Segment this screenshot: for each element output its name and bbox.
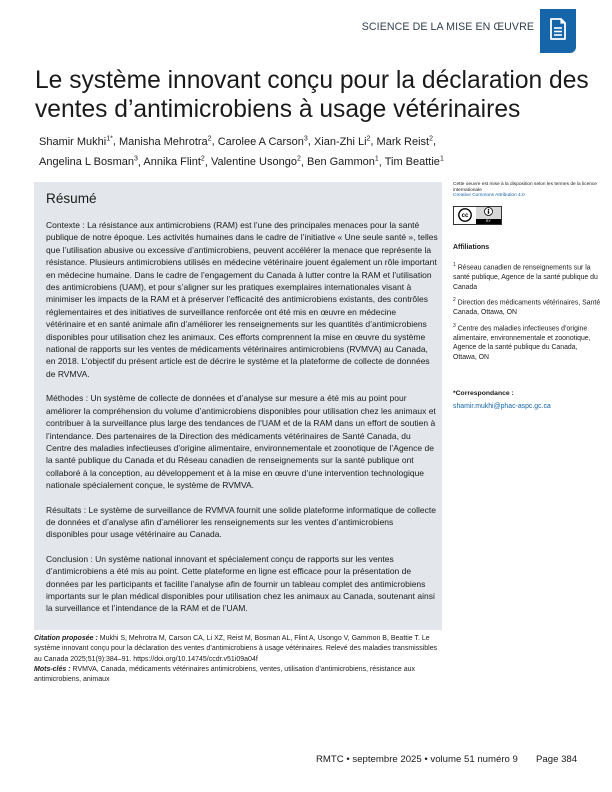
affiliation-number: 2 [453,297,456,304]
section-label: Méthodes : [46,393,89,404]
license-notice [453,182,603,199]
article-title: Le système innovant conçu pour la déclaration des ventes d’antimicrobiens à usage vétérinaires [35,67,589,123]
author [307,156,379,168]
page-number: Page 384 [536,754,578,765]
suggested-citation [34,634,442,685]
document-badge [540,9,576,53]
author [377,136,433,148]
document-icon [549,18,567,45]
author [314,136,370,148]
keywords-label: Mots-clés : [34,665,71,673]
affiliation-item [453,322,603,363]
affiliation-text: Réseau canadien de renseignements sur la santé publique, Agence de la santé publique du Canada [453,264,598,291]
section-label: Résultats : [46,504,87,515]
abstract-box [34,182,442,630]
abstract-section-methods [46,392,438,491]
author-affiliation-mark: 2 [296,155,301,163]
author-name: Mark Reist [376,135,430,148]
license-link[interactable]: Creative Commons Attribution 4.0 [453,193,525,199]
affiliation-item [453,261,603,292]
author-name: Xian-Zhi Li [313,135,367,148]
correspondence-title: *Correspondance : [453,389,514,397]
correspondence-email-link[interactable]: shamir.mukhi@phac-aspc.gc.ca [453,403,551,411]
author-affiliation-mark: 2 [429,135,434,142]
section-text: Un système national innovant et spécialement conçu de rapports sur les ventes d’antimicrobiens a été mis au point. Cette plateforme en ligne est efficace pour la présentation de données par les participants et facilite l’analyse afin de fournir un tableau complet des antimicrobiens importants sur le plan médical disponibles pour utilisation chez les animaux au Canada, soutenant ainsi la surveillance et l’intendance de la RAM et de l’UAM. [46,553,435,614]
by-section [476,207,501,224]
citation-label: Citation proposée : [34,635,98,642]
person-icon [484,207,493,220]
abstract-heading: Résumé [46,191,97,206]
author [143,156,204,168]
cc-by-badge[interactable] [453,206,502,225]
section-text: Un système de collecte de données et d’analyse sur mesure a été mis au point pour améliorer la compréhension du volume d’antimicrobiens disponibles pour utilisation chez les animaux et contribuer à la surveillance plus large des tendances de l’UAM et de la RAM dans un effort de soutien à l’intendance. Des partenaires de la Direction des médicaments vétérinaires de Santé Canada, du Centre des maladies infectieuses d’origine alimentaire, environnementale et zoonotique de l’Agence de la santé publique du Canada et du Réseau canadien de renseignements sur la santé publique ont collaboré à la conception, au développement et à la mise en œuvre d’une intervention technologique nationale spécialement conçue, le système de RVMVA. [46,393,436,491]
citation-text: Mukhi S, Mehrotra M, Carson CA, Li XZ, Reist M, Bosman AL, Flint A, Usongo V, Gammon B, Beattie T. Le système innovant conçu pour la déclaration des ventes d’antimicrobiens à usage vétérinaires. Relevé des maladies transmissibles au Canada 2025;51(9):384–91. https://doi.org/10.14745/ccdr.v51i09a04f [34,635,438,663]
author-name: Valentine Usongo [210,156,297,169]
abstract-section-context [46,219,438,380]
author-name: Annika Flint [143,156,201,169]
author-name: Shamir Mukhi [39,135,107,148]
abstract-section-conclusion [46,553,438,615]
author-name: Manisha Mehrotra [119,135,208,148]
journal-info: RMTC • septembre 2025 • volume 51 numéro 9 [316,754,518,765]
author-affiliation-mark: 2 [366,135,371,142]
author-name: Carolee A Carson [217,135,304,148]
abstract-section-results [46,504,438,541]
affiliations-title: Affiliations [453,243,490,251]
affiliation-text: Direction des médicaments vétérinaires, Santé Canada, Ottawa, ON [453,299,601,317]
affiliation-text: Centre des maladies infectieuses d’origine alimentaire, environnementale et zoonotique, Agence de la santé publique du Canada, Ottawa, ON [453,325,591,362]
author [39,136,113,148]
affiliation-item [453,296,603,317]
section-label: Conclusion : [46,553,93,564]
cc-text: cc [461,213,469,220]
section-text: La résistance aux antimicrobiens (RAM) est l’une des principales menaces pour la santé publique de notre époque. Les activités humaines dans le cadre de l’initiative « Une seule santé », telles que l’utilisation abusive ou excessive d’antimicrobiens, peuvent accélérer la menace que représente la résistance. Plusieurs antimicrobiens utilisés en médecine vétérinaire jouent également un rôle important en médecine humaine. Dans le cadre de l’engagement du Canada à lutter contre la RAM et l’utilisation des antimicrobiens (UAM), et pour s’aligner sur les pratiques exemplaires internationales visant à minimiser les impacts de la RAM et à préserver l’efficacité des antimicrobiens existants, des contrôles réglementaires et des initiatives de surveillance renforcée ont été mis en œuvre en médecine vétérinaire et en santé animale afin d’améliorer les renseignements sur les quantités d’antimicrobiens disponibles pour utilisation chez les animaux. Ces efforts comprennent la mise en œuvre du système national de rapports sur les ventes de médicaments vétérinaires antimicrobiens (RVMVA) au Canada, en 2018. L’objectif du présent article est de décrire le système et la plateforme de collecte de données de RVMVA. [46,220,438,379]
author [385,156,444,168]
license-text: Cette oeuvre est mise à la disposition selon les termes de la licence internationale [453,182,597,193]
affiliation-number: 1 [453,262,456,269]
sidebar [453,182,603,412]
author [218,136,308,148]
author-affiliation-mark: 3 [303,135,308,142]
section-label: Contexte : [46,220,85,230]
author-name: Angelina L Bosman [39,156,134,169]
cc-icon [454,207,476,224]
author-list: Shamir Mukhi$^{1*}$, Manisha Mehrotra$^2$, Carolee A Carson$^3$, Xian-Zhi Li$^2$, Mark Reist$^2$, Angelina L Bosman$^3$, Annika Flint$^2$, Valentine Usongo$^2$, Ben Gammon$^1$, Tim Beattie$^1$ [39,135,444,169]
author-affiliation-mark: 2 [200,155,205,163]
author-affiliation-mark: 3 [134,155,138,163]
author [211,156,301,168]
author-name: Tim Beattie [384,156,440,169]
author [39,156,138,168]
by-label: BY [476,219,501,223]
author-affiliation-mark: 1 [374,155,379,163]
author-affiliation-mark: 1* [106,135,113,142]
affiliation-number: 3 [453,322,456,329]
author-affiliation-mark: 2 [207,135,212,142]
section-label: SCIENCE DE LA MISE EN ŒUVRE [361,21,534,33]
author [119,136,212,148]
keywords-text: RVMVA, Canada, médicaments vétérinaires antimicrobiens, ventes, utilisation d’antimicrobiens, résistance aux antimicrobiens, animaux [34,665,416,684]
author-name: Ben Gammon [307,156,375,169]
author-affiliation-mark: 1 [439,155,444,163]
section-text: Le système de surveillance de RVMVA fournit une solide plateforme informatique de collecte de données et d’analyse afin d’améliorer les renseignements sur les ventes d’antimicrobiens disponibles pour usage vétérinaire au Canada. [46,504,436,540]
